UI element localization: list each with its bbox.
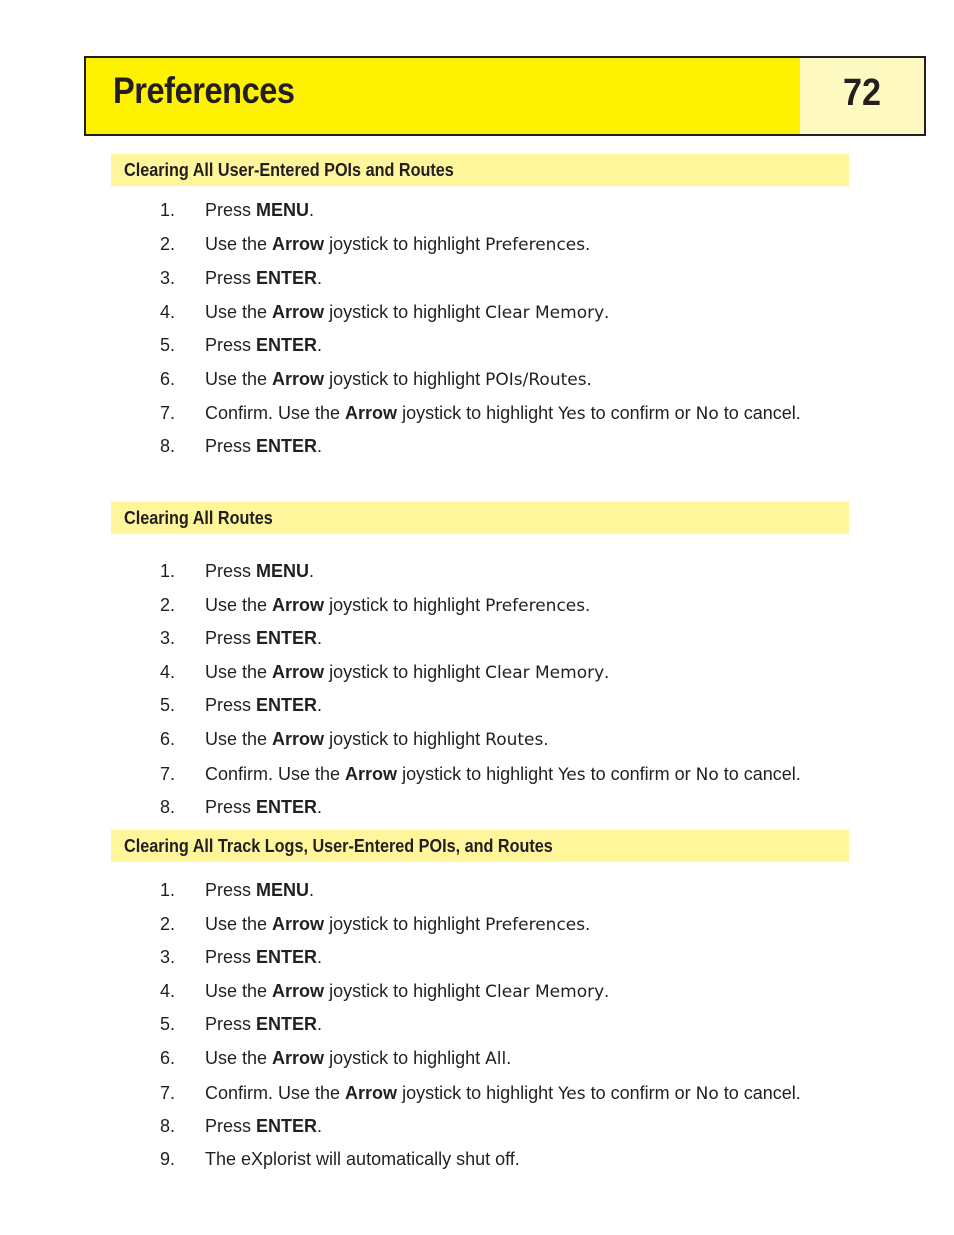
screen-option: Preferences	[485, 596, 586, 616]
screen-option: POIs/Routes	[485, 370, 587, 390]
step-text-fragment: joystick to highlight	[397, 403, 559, 423]
step-text	[205, 333, 322, 357]
step-text-fragment: .	[604, 302, 610, 322]
section-heading	[111, 154, 849, 186]
step-number: 7.	[160, 764, 176, 784]
step-text-fragment: .	[317, 335, 323, 355]
step-item	[0, 333, 954, 357]
step-number: 5.	[160, 1014, 176, 1034]
step-number: 5.	[160, 335, 176, 355]
step-text-fragment: Press	[205, 335, 257, 355]
section-heading	[111, 830, 849, 862]
section-heading	[111, 502, 849, 534]
key-name: ENTER	[256, 695, 318, 715]
step-item	[0, 559, 954, 583]
step-text-fragment: Press	[205, 880, 257, 900]
step-text	[205, 979, 609, 1004]
step-item	[0, 1081, 954, 1105]
key-name: ENTER	[256, 797, 318, 817]
key-name: ENTER	[256, 947, 318, 967]
step-text	[205, 232, 590, 257]
step-text-fragment: joystick to highlight	[324, 1048, 486, 1068]
step-number: 5.	[160, 695, 176, 715]
step-item	[0, 979, 954, 1003]
step-text-fragment: Use the	[205, 595, 273, 615]
step-text-fragment: Use the	[205, 234, 273, 254]
key-name: ENTER	[256, 1014, 318, 1034]
step-number: 8.	[160, 797, 176, 817]
page-number: 72	[842, 72, 882, 114]
step-number: 1.	[160, 200, 176, 220]
step-text	[205, 660, 609, 685]
step-text-fragment: .	[585, 914, 591, 934]
step-text-fragment: Press	[205, 436, 257, 456]
step-text-fragment: joystick to highlight	[397, 1083, 559, 1103]
step-text-fragment: Use the	[205, 1048, 273, 1068]
step-text-fragment: joystick to highlight	[397, 764, 559, 784]
step-text	[205, 367, 592, 392]
step-number: 4.	[160, 302, 176, 322]
step-text-fragment: joystick to highlight	[324, 662, 486, 682]
step-text-fragment: to confirm or	[585, 403, 696, 423]
step-text-fragment: to cancel.	[718, 403, 801, 423]
step-item	[0, 1114, 954, 1138]
step-text-fragment: Press	[205, 797, 257, 817]
key-name: ENTER	[256, 628, 318, 648]
step-item	[0, 945, 954, 969]
step-item	[0, 660, 954, 684]
screen-option: No	[695, 404, 719, 424]
page-title: Preferences	[113, 70, 295, 111]
step-text-fragment: .	[309, 561, 315, 581]
step-text-fragment: .	[309, 880, 315, 900]
step-number: 8.	[160, 436, 176, 456]
step-item	[0, 727, 954, 751]
step-item	[0, 593, 954, 617]
key-name: ENTER	[256, 1116, 318, 1136]
screen-option: Preferences	[485, 235, 586, 255]
step-text-fragment: .	[317, 1014, 323, 1034]
step-item	[0, 434, 954, 458]
step-text-fragment: .	[604, 981, 610, 1001]
step-text	[205, 1147, 520, 1171]
step-number: 7.	[160, 1083, 176, 1103]
step-text-fragment: joystick to highlight	[324, 302, 486, 322]
step-item	[0, 1012, 954, 1036]
screen-option: Clear Memory	[485, 982, 605, 1002]
step-text-fragment: joystick to highlight	[324, 595, 486, 615]
step-item	[0, 266, 954, 290]
step-text-fragment: .	[506, 1048, 512, 1068]
step-text-fragment: .	[604, 662, 610, 682]
step-number: 3.	[160, 628, 176, 648]
step-number: 8.	[160, 1116, 176, 1136]
step-text-fragment: .	[585, 234, 591, 254]
key-name: Arrow	[272, 302, 325, 322]
step-text-fragment: .	[317, 436, 323, 456]
step-item	[0, 401, 954, 425]
key-name: MENU	[256, 200, 310, 220]
step-text-fragment: .	[586, 369, 592, 389]
screen-option: No	[695, 765, 719, 785]
step-number: 3.	[160, 268, 176, 288]
step-text-fragment: .	[317, 628, 323, 648]
key-name: Arrow	[272, 369, 325, 389]
key-name: Arrow	[272, 662, 325, 682]
step-text-fragment: Press	[205, 561, 257, 581]
key-name: Arrow	[345, 403, 398, 423]
step-number: 4.	[160, 662, 176, 682]
step-text	[205, 762, 801, 787]
step-text-fragment: Confirm. Use the	[205, 1083, 346, 1103]
step-number: 9.	[160, 1149, 176, 1169]
screen-option: Yes	[558, 1084, 586, 1104]
step-text	[205, 593, 590, 618]
step-text	[205, 1012, 322, 1036]
key-name: ENTER	[256, 335, 318, 355]
step-text-fragment: joystick to highlight	[324, 981, 486, 1001]
step-text-fragment: .	[543, 729, 549, 749]
screen-option: Yes	[558, 765, 586, 785]
step-text-fragment: joystick to highlight	[324, 234, 486, 254]
screen-option: All	[485, 1049, 507, 1069]
step-text-fragment: .	[317, 268, 323, 288]
step-text-fragment: joystick to highlight	[324, 914, 486, 934]
step-text-fragment: Press	[205, 695, 257, 715]
step-item	[0, 1147, 954, 1171]
step-text-fragment: Use the	[205, 302, 273, 322]
step-number: 2.	[160, 914, 176, 934]
key-name: Arrow	[272, 1048, 325, 1068]
step-text	[205, 198, 314, 222]
key-name: Arrow	[345, 1083, 398, 1103]
step-text-fragment: to cancel.	[718, 764, 801, 784]
step-item	[0, 693, 954, 717]
step-text-fragment: .	[585, 595, 591, 615]
key-name: MENU	[256, 880, 310, 900]
step-item	[0, 198, 954, 222]
step-text-fragment: Confirm. Use the	[205, 403, 346, 423]
step-text-fragment: joystick to highlight	[324, 729, 486, 749]
step-text-fragment: Press	[205, 1116, 257, 1136]
step-number: 3.	[160, 947, 176, 967]
key-name: ENTER	[256, 436, 318, 456]
step-text-fragment: Use the	[205, 981, 273, 1001]
step-text	[205, 912, 590, 937]
step-text-fragment: Use the	[205, 729, 273, 749]
step-text	[205, 401, 801, 426]
step-text	[205, 434, 322, 458]
screen-option: Yes	[558, 404, 586, 424]
step-number: 2.	[160, 595, 176, 615]
screen-option: Routes	[485, 730, 544, 750]
step-text	[205, 945, 322, 969]
step-item	[0, 795, 954, 819]
step-number: 6.	[160, 729, 176, 749]
step-text-fragment: Press	[205, 1014, 257, 1034]
step-text	[205, 795, 322, 819]
key-name: Arrow	[272, 595, 325, 615]
step-text	[205, 1114, 322, 1138]
screen-option: Preferences	[485, 915, 586, 935]
step-number: 7.	[160, 403, 176, 423]
section-title: Clearing All User-Entered POIs and Routes	[124, 160, 454, 180]
step-text-fragment: .	[317, 1116, 323, 1136]
step-text	[205, 1081, 801, 1106]
step-text	[205, 266, 322, 290]
step-text	[205, 727, 548, 752]
section-title: Clearing All Routes	[124, 508, 273, 528]
step-item	[0, 367, 954, 391]
key-name: Arrow	[272, 234, 325, 254]
step-text-fragment: Confirm. Use the	[205, 764, 346, 784]
step-text-fragment: to confirm or	[585, 1083, 696, 1103]
key-name: Arrow	[272, 981, 325, 1001]
step-number: 6.	[160, 369, 176, 389]
step-text-fragment: Use the	[205, 662, 273, 682]
step-text-fragment: .	[309, 200, 315, 220]
step-text-fragment: Press	[205, 947, 257, 967]
step-text	[205, 559, 314, 583]
step-number: 2.	[160, 234, 176, 254]
page-number-box	[800, 58, 924, 134]
step-text-fragment: Press	[205, 268, 257, 288]
step-item	[0, 300, 954, 324]
key-name: Arrow	[345, 764, 398, 784]
step-number: 4.	[160, 981, 176, 1001]
step-text-fragment: Press	[205, 628, 257, 648]
step-text	[205, 626, 322, 650]
key-name: Arrow	[272, 729, 325, 749]
step-text-fragment: to cancel.	[718, 1083, 801, 1103]
step-text-fragment: Use the	[205, 369, 273, 389]
step-text-fragment: Press	[205, 200, 257, 220]
screen-option: No	[695, 1084, 719, 1104]
page-header	[84, 56, 926, 136]
screen-option: Clear Memory	[485, 663, 605, 683]
step-text-fragment: .	[317, 947, 323, 967]
step-number: 6.	[160, 1048, 176, 1068]
step-item	[0, 626, 954, 650]
step-item	[0, 1046, 954, 1070]
step-item	[0, 912, 954, 936]
step-text-fragment: The eXplorist will automatically shut off.	[205, 1149, 520, 1169]
key-name: ENTER	[256, 268, 318, 288]
step-text	[205, 300, 609, 325]
step-text-fragment: to confirm or	[585, 764, 696, 784]
step-item	[0, 232, 954, 256]
step-text-fragment: Use the	[205, 914, 273, 934]
step-text-fragment: .	[317, 695, 323, 715]
step-text	[205, 878, 314, 902]
key-name: Arrow	[272, 914, 325, 934]
step-number: 1.	[160, 880, 176, 900]
step-text	[205, 693, 322, 717]
step-number: 1.	[160, 561, 176, 581]
step-text-fragment: .	[317, 797, 323, 817]
step-text	[205, 1046, 511, 1071]
step-item	[0, 878, 954, 902]
step-item	[0, 762, 954, 786]
section-title: Clearing All Track Logs, User-Entered POIs, and Routes	[124, 836, 553, 856]
screen-option: Clear Memory	[485, 303, 605, 323]
key-name: MENU	[256, 561, 310, 581]
step-text-fragment: joystick to highlight	[324, 369, 486, 389]
